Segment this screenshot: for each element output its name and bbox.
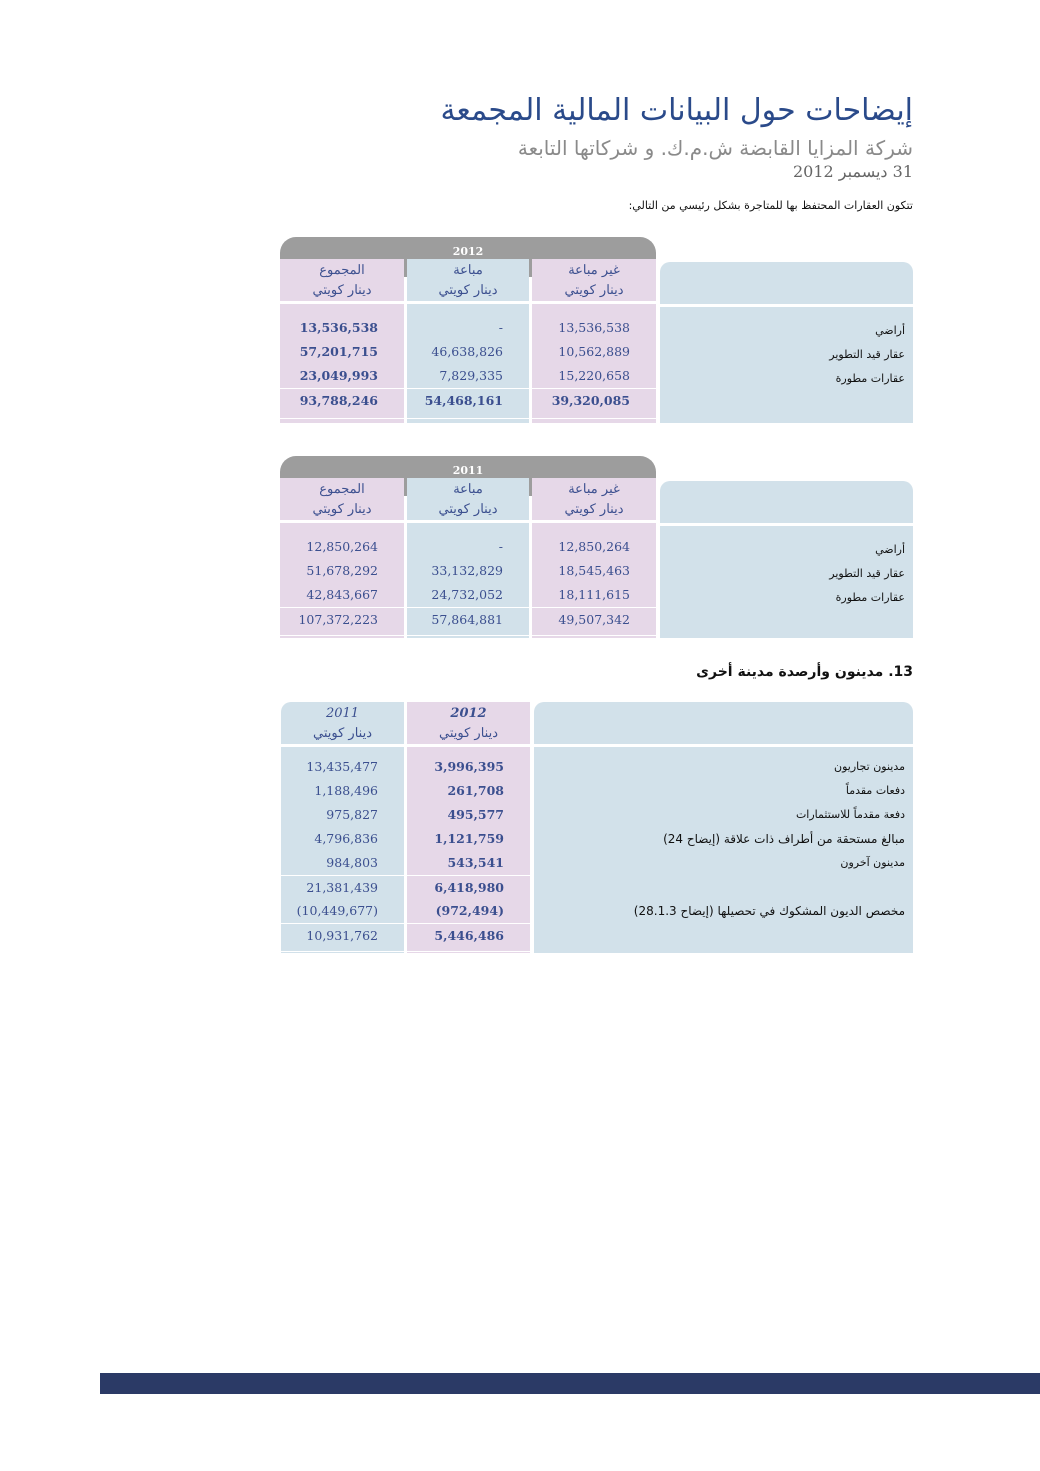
- row-labels: [660, 262, 913, 423]
- row-label: مدينون تجاريون: [834, 760, 905, 773]
- row-label: عقار قيد التطوير: [829, 567, 905, 580]
- total-cell: 93,788,246: [280, 388, 404, 412]
- cell: 12,850,264: [306, 539, 378, 554]
- cell: 543,541: [447, 855, 504, 870]
- subtotal-cell: 6,418,980: [407, 875, 530, 899]
- net-cell: 10,931,762: [281, 923, 404, 947]
- cell: 42,843,667: [306, 587, 378, 602]
- column-header-2011: 2011 دينار كويتي: [281, 702, 404, 747]
- column-header-sold: مباعة دينار كويتي: [407, 259, 529, 304]
- row-label: مخصص الديون المشكوك في تحصيلها (إيضاح 28.1.3): [633, 904, 905, 918]
- row-label: مبالغ مستحقة من أطراف ذات علاقة (إيضاح 24): [663, 832, 905, 846]
- row-labels: [660, 481, 913, 638]
- total-cell: 39,320,085: [532, 388, 656, 412]
- column-header-total: المجموع دينار كويتي: [280, 478, 404, 523]
- provision-cell: (972,494): [435, 903, 504, 918]
- section-13-heading: 13. مدينون وأرصدة مدينة أخرى: [696, 664, 913, 680]
- row-label: مدينون آخرون: [840, 856, 905, 869]
- column-2012: [407, 702, 530, 953]
- table-2012: [280, 237, 913, 423]
- year-tab-2011: 2011: [280, 456, 656, 496]
- row-label: أراضي: [875, 543, 905, 556]
- column-header-sold: مباعة دينار كويتي: [407, 478, 529, 523]
- report-date: 31 ديسمبر 2012: [792, 162, 913, 181]
- column-sold: [407, 478, 529, 638]
- column-header-unsold: غير مباعة دينار كويتي: [532, 478, 656, 523]
- cell: 24,732,052: [431, 587, 503, 602]
- cell: -: [498, 539, 503, 554]
- column-2011: [281, 702, 404, 953]
- cell: 7,829,335: [439, 368, 503, 383]
- cell: 51,678,292: [306, 563, 378, 578]
- row-label: عقارات مطورة: [835, 372, 905, 385]
- cell: 3,996,395: [434, 759, 504, 774]
- total-cell: 49,507,342: [532, 607, 656, 631]
- subtotal-cell: 21,381,439: [281, 875, 404, 899]
- cell: 984,803: [326, 855, 378, 870]
- column-total: [280, 478, 404, 638]
- row-label: عقارات مطورة: [835, 591, 905, 604]
- cell: 23,049,993: [299, 368, 378, 383]
- cell: 18,111,615: [558, 587, 630, 602]
- footer-bar: [100, 1373, 1040, 1394]
- cell: 1,188,496: [314, 783, 378, 798]
- column-header-unsold: غير مباعة دينار كويتي: [532, 259, 656, 304]
- row-label: دفعة مقدماً للاستثمارات: [795, 808, 905, 821]
- intro-text: تتكون العقارات المحتفظ بها للمتاجرة بشكل رئيسي من التالي:: [628, 199, 913, 212]
- total-cell: 107,372,223: [280, 607, 404, 631]
- page-title: إيضاحات حول البيانات المالية المجمعة: [440, 93, 913, 128]
- year-tab-2012: 2012: [280, 237, 656, 277]
- cell: 13,435,477: [306, 759, 378, 774]
- company-name: شركة المزايا القابضة ش.م.ك. و شركاتها التابعة: [517, 136, 913, 160]
- column-header-total: المجموع دينار كويتي: [280, 259, 404, 304]
- row-label: أراضي: [875, 324, 905, 337]
- column-total: [280, 259, 404, 423]
- cell: 18,545,463: [558, 563, 630, 578]
- net-cell: 5,446,486: [407, 923, 530, 947]
- row-label: عقار قيد التطوير: [829, 348, 905, 361]
- cell: 57,201,715: [299, 344, 378, 359]
- row-label: دفعات مقدماً: [845, 784, 905, 797]
- cell: 13,536,538: [558, 320, 630, 335]
- row-labels: [534, 702, 913, 953]
- cell: 13,536,538: [299, 320, 378, 335]
- total-cell: 57,864,881: [407, 607, 529, 631]
- column-sold: [407, 259, 529, 423]
- cell: 10,562,889: [558, 344, 630, 359]
- column-unsold: [532, 478, 656, 638]
- cell: 495,577: [447, 807, 504, 822]
- cell: 46,638,826: [431, 344, 503, 359]
- table-2011: [280, 456, 913, 638]
- total-cell: 54,468,161: [407, 388, 529, 412]
- cell: 261,708: [447, 783, 504, 798]
- cell: -: [498, 320, 503, 335]
- table-receivables: [281, 702, 913, 953]
- column-unsold: [532, 259, 656, 423]
- column-header-2012: 2012 دينار كويتي: [407, 702, 530, 747]
- cell: 975,827: [326, 807, 378, 822]
- provision-cell: (10,449,677): [296, 903, 378, 918]
- cell: 4,796,836: [314, 831, 378, 846]
- cell: 33,132,829: [431, 563, 503, 578]
- cell: 1,121,759: [434, 831, 504, 846]
- cell: 15,220,658: [558, 368, 630, 383]
- cell: 12,850,264: [558, 539, 630, 554]
